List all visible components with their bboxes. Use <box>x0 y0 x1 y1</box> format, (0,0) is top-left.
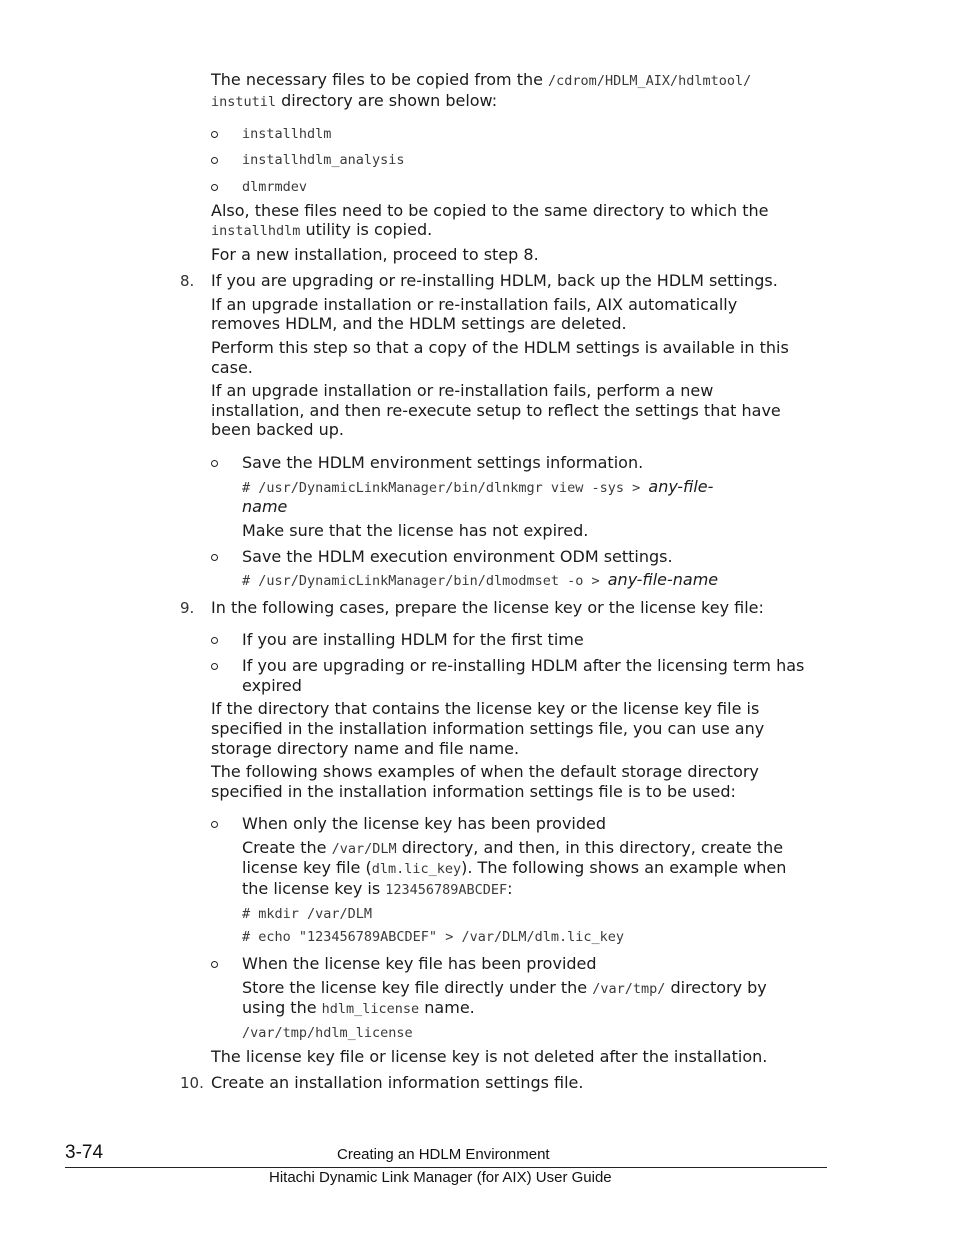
step-9-title: In the following cases, prepare the license key or the license key file: <box>211 598 764 617</box>
step-8-bullet1: Save the HDLM environment settings information. <box>242 453 644 472</box>
step-8-bullet1-command: # /usr/DynamicLinkManager/bin/dlnkmgr view -sys > any-file- <box>242 477 714 496</box>
step-8-bullet1-command-line2: name <box>242 497 288 516</box>
step-9-bullet4-line2: using the hdlm_license name. <box>242 998 475 1017</box>
footer-guide-title: Hitachi Dynamic Link Manager (for AIX) User Guide <box>269 1169 612 1186</box>
step-8-bullet2: Save the HDLM execution environment ODM settings. <box>242 547 673 566</box>
step-8-para1: If an upgrade installation or re-installation fails, AIX automatically <box>211 295 738 314</box>
bullet-icon <box>211 961 218 968</box>
step-9-para1-line3: storage directory name and file name. <box>211 739 520 758</box>
footer-divider <box>65 1167 827 1168</box>
step-9-note: The license key file or license key is not deleted after the installation. <box>211 1047 768 1066</box>
step-number: 10. <box>180 1074 204 1092</box>
new-install-note: For a new installation, proceed to step 8. <box>211 245 539 264</box>
intro-paragraph-line2: instutil directory are shown below: <box>211 91 498 110</box>
also-paragraph-line2: installhdlm utility is copied. <box>211 220 433 239</box>
step-8-para2: Perform this step so that a copy of the HDLM settings is available in this <box>211 338 789 357</box>
file-item: installhdlm_analysis <box>242 152 405 168</box>
page-number: 3-74 <box>65 1142 104 1163</box>
step-9-command-echo: # echo "123456789ABCDEF" > /var/DLM/dlm.lic_key <box>242 929 625 945</box>
file-item: dlmrmdev <box>242 179 308 195</box>
step-8-para2-line2: case. <box>211 358 253 377</box>
step-9-bullet2: If you are upgrading or re-installing HDLM after the licensing term has <box>242 656 805 675</box>
step-9-para2-line2: specified in the installation information settings file is to be used: <box>211 782 736 801</box>
step-8-bullet1-note: Make sure that the license has not expired. <box>242 521 589 540</box>
step-9-para1-line2: specified in the installation information settings file, you can use any <box>211 719 765 738</box>
step-8-title: If you are upgrading or re-installing HDLM, back up the HDLM settings. <box>211 271 778 290</box>
step-9-bullet4: When the license key file has been provided <box>242 954 597 973</box>
bullet-icon <box>211 637 218 644</box>
bullet-icon <box>211 554 218 561</box>
step-9-bullet3-line3: the license key is 123456789ABCDEF: <box>242 879 513 898</box>
step-number: 8. <box>180 272 195 290</box>
step-9-license-path: /var/tmp/hdlm_license <box>242 1025 413 1041</box>
step-9-bullet3-line2: license key file (dlm.lic_key). The following shows an example when <box>242 858 787 877</box>
step-9-bullet3-line1: Create the /var/DLM directory, and then, in this directory, create the <box>242 838 784 857</box>
step-9-bullet4-line1: Store the license key file directly under the /var/tmp/ directory by <box>242 978 767 997</box>
bullet-icon <box>211 131 218 138</box>
bullet-icon <box>211 184 218 191</box>
step-number: 9. <box>180 599 195 617</box>
step-9-bullet3: When only the license key has been provided <box>242 814 607 833</box>
step-9-command-mkdir: # mkdir /var/DLM <box>242 906 373 922</box>
step-9-para1: If the directory that contains the license key or the license key file is <box>211 699 760 718</box>
bullet-icon <box>211 821 218 828</box>
bullet-icon <box>211 663 218 670</box>
step-8-para1-line2: removes HDLM, and the HDLM settings are deleted. <box>211 314 627 333</box>
bullet-icon <box>211 460 218 467</box>
step-8-para3-line3: been backed up. <box>211 420 344 439</box>
bullet-icon <box>211 157 218 164</box>
footer-section-title: Creating an HDLM Environment <box>337 1146 550 1163</box>
step-8-para3: If an upgrade installation or re-installation fails, perform a new <box>211 381 714 400</box>
intro-paragraph: The necessary files to be copied from the /cdrom/HDLM_AIX/hdlmtool/ <box>211 70 752 89</box>
step-9-bullet1: If you are installing HDLM for the first time <box>242 630 584 649</box>
step-10-title: Create an installation information settings file. <box>211 1073 584 1092</box>
step-9-bullet2-line2: expired <box>242 676 302 695</box>
step-8-para3-line2: installation, and then re-execute setup to reflect the settings that have <box>211 401 781 420</box>
file-item: installhdlm <box>242 126 332 142</box>
also-paragraph: Also, these files need to be copied to the same directory to which the <box>211 201 769 220</box>
step-8-bullet2-command: # /usr/DynamicLinkManager/bin/dlmodmset -o > any-file-name <box>242 570 719 589</box>
step-9-para2: The following shows examples of when the default storage directory <box>211 762 759 781</box>
